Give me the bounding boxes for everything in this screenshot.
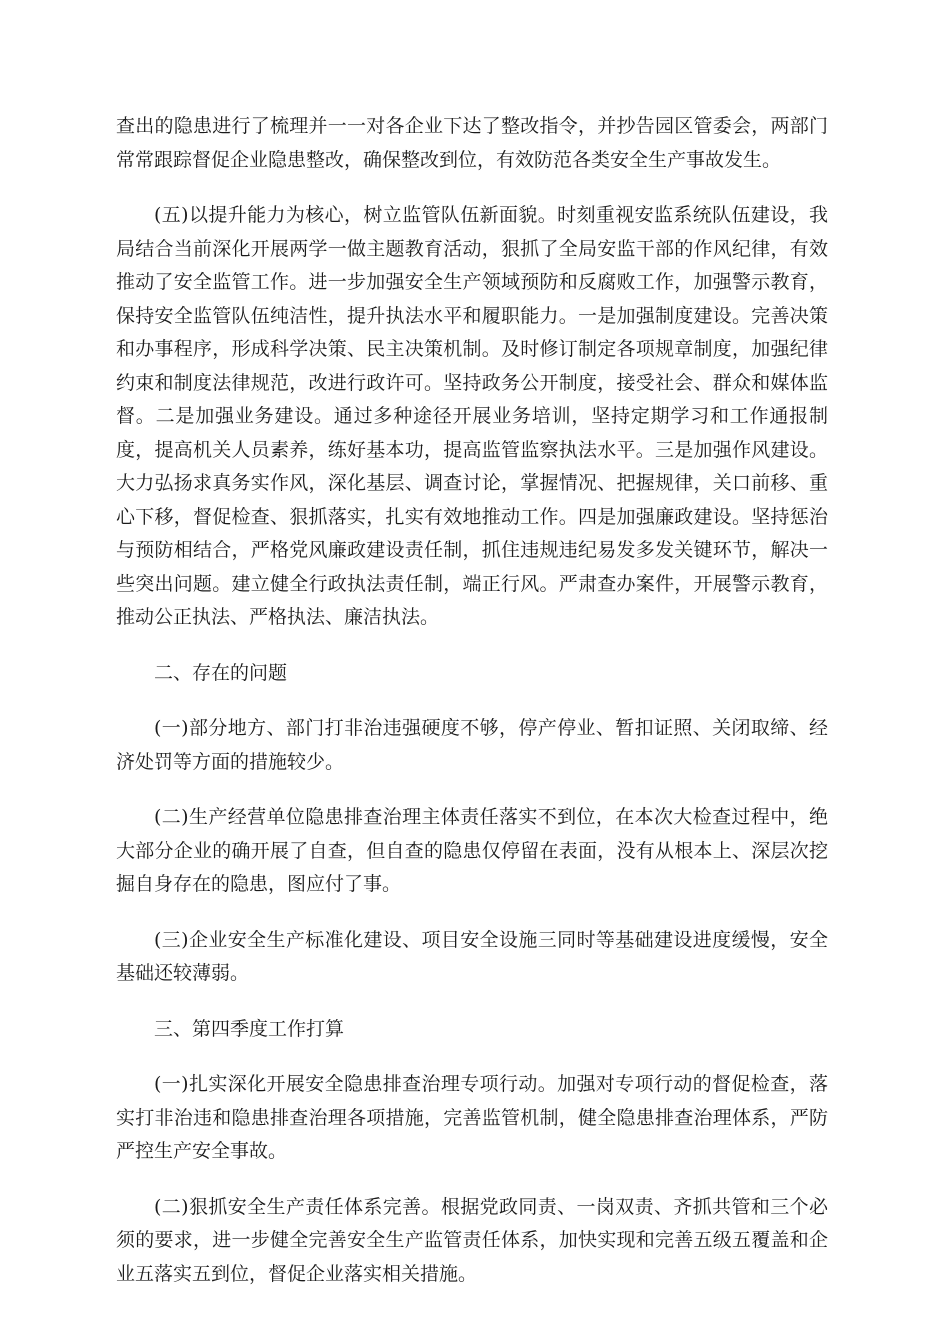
document-body <box>116 110 828 1313</box>
section-heading-q4-plan: 三、第四季度工作打算 <box>154 1017 345 1040</box>
paragraph-continuation: 查出的隐患进行了梳理并一一对各企业下达了整改指令，并抄告园区管委会，两部门常常跟踪督促企业隐患整改，确保整改到位，有效防范各类安全生产事故发生。 <box>116 115 828 171</box>
paragraph-plan-2: (二)狠抓安全生产责任体系完善。根据党政同责、一岗双责、齐抓共管和三个必须的要求，进一步健全完善安全生产监管责任体系，加快实现和完善五级五覆盖和企业五落实五到位，督促企业落实相关措施。 <box>116 1195 828 1285</box>
paragraph-capability-building: (五)以提升能力为核心，树立监管队伍新面貌。时刻重视安监系统队伍建设，我局结合当前深化开展两学一做主题教育活动，狠抓了全局安监干部的作风纪律，有效推动了安全监管工作。进一步加强安全生产领域预防和反腐败工作，加强警示教育，保持安全监管队伍纯洁性，提升执法水平和履职能力。一是加强制度建设。完善决策和办事程序，形成科学决策、民主决策机制。及时修订制定各项规章制度，加强纪律约束和制度法律规范，改进行政许可。坚持政务公开制度，接受社会、群众和媒体监督。二是加强业务建设。通过多种途径开展业务培训，坚持定期学习和工作通报制度，提高机关人员素养，练好基本功，提高监管监察执法水平。三是加强作风建设。大力弘扬求真务实作风，深化基层、调查讨论，掌握情况、把握规律，关口前移、重心下移，督促检查、狠抓落实，扎实有效地推动工作。四是加强廉政建设。坚持惩治与预防相结合，严格党风廉政建设责任制，抓住违规违纪易发多发关键环节，解决一些突出问题。建立健全行政执法责任制，端正行风。严肃查办案件，开展警示教育，推动公正执法、严格执法、廉洁执法。 <box>116 204 828 628</box>
paragraph-problem-2: (二)生产经营单位隐患排查治理主体责任落实不到位，在本次大检查过程中，绝大部分企业的确开展了自查，但自查的隐患仅停留在表面，没有从根本上、深层次挖掘自身存在的隐患，图应付了事。 <box>116 806 828 895</box>
paragraph-plan-1: (一)扎实深化开展安全隐患排查治理专项行动。加强对专项行动的督促检查，落实打非治违和隐患排查治理各项措施，完善监管机制，健全隐患排查治理体系，严防严控生产安全事故。 <box>116 1073 828 1162</box>
section-heading-problems: 二、存在的问题 <box>154 661 288 684</box>
paragraph-problem-3: (三)企业安全生产标准化建设、项目安全设施三同时等基础建设进度缓慢，安全基础还较薄弱。 <box>116 928 828 984</box>
paragraph-problem-1: (一)部分地方、部门打非治违强硬度不够，停产停业、暂扣证照、关闭取缔、经济处罚等方面的措施较少。 <box>116 717 828 773</box>
